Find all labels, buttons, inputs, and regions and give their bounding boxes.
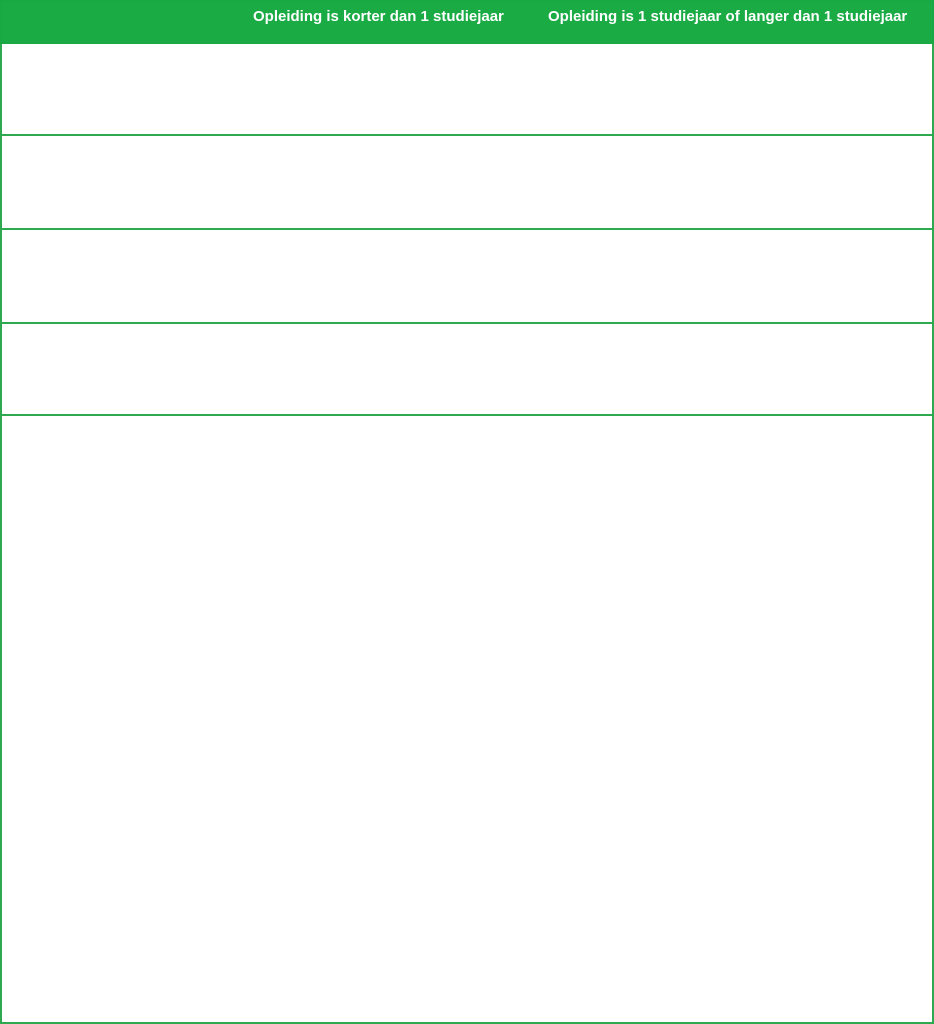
- table-row: [2, 136, 932, 230]
- table-row: [2, 44, 932, 136]
- table-header: [0, 0, 934, 44]
- table-row: [2, 230, 932, 324]
- table-body: [0, 44, 934, 1024]
- column-header-1-studiejaar-of-langer: Opleiding is 1 studiejaar of langer dan 1 studiejaar: [548, 8, 908, 25]
- table-row: [2, 416, 932, 1022]
- table-row: [2, 324, 932, 416]
- column-header-korter-dan-1-studiejaar: Opleiding is korter dan 1 studiejaar: [253, 8, 504, 25]
